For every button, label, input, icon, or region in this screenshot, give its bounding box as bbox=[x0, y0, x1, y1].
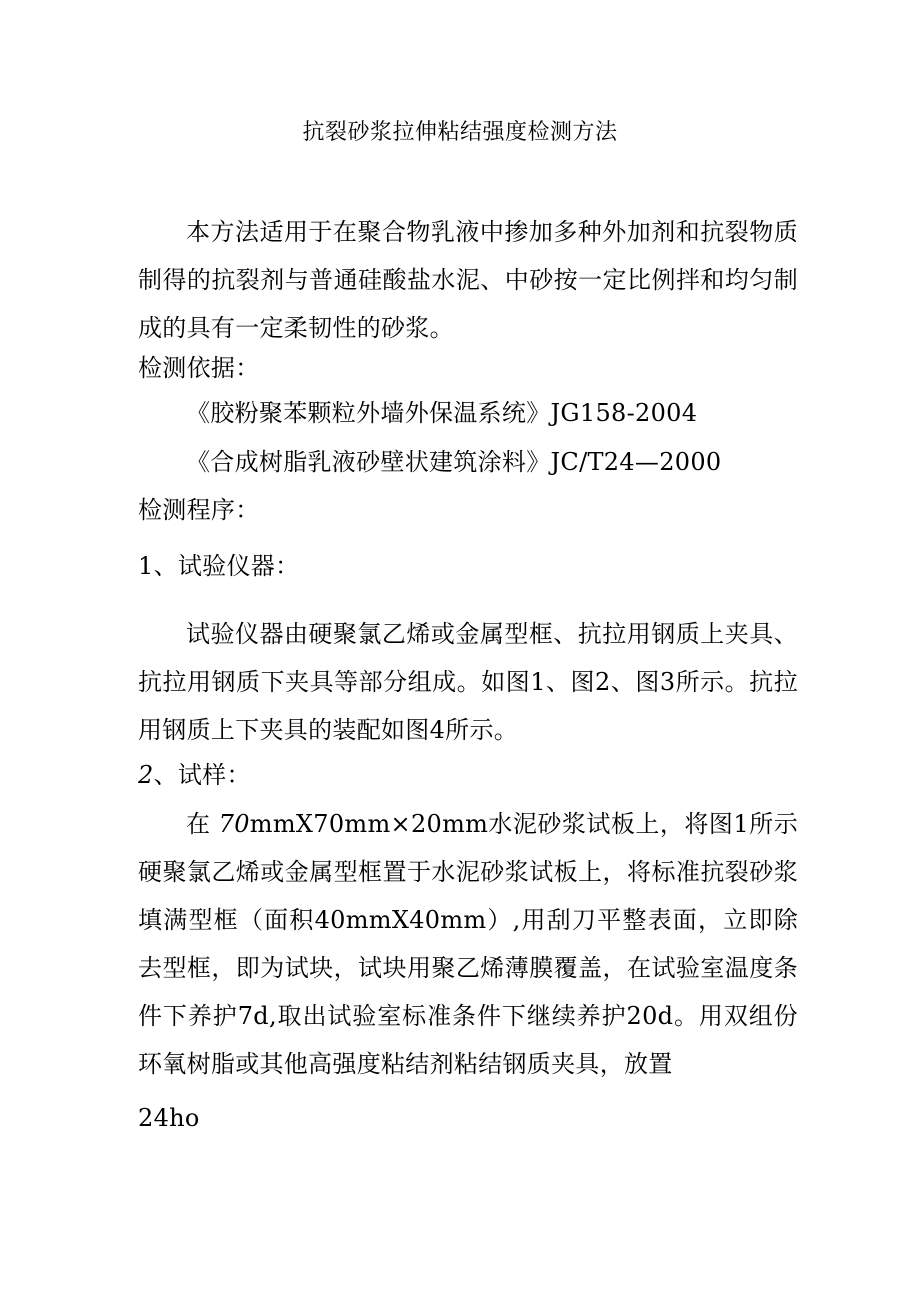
section2-heading-number: 2 bbox=[138, 761, 154, 789]
trailing-text: 24ho bbox=[138, 1104, 200, 1132]
section2-body-rest: mmX70mm×20mm水泥砂浆试板上，将图1所示硬聚氯乙烯或金属型框置于水泥砂浆试板上，将标准抗裂砂浆填满型框（面积40mmX40mm）,用刮刀平整表面，立即除去型框，即为试块，试块用聚乙烯薄膜覆盖，在试验室温度条件下养护7d,取出试验室标准条件下继续养护20d。用双组份环氧树脂或其他高强度粘结剂粘结钢质夹具，放置 bbox=[138, 810, 798, 1078]
section1-body: 试验仪器由硬聚氯乙烯或金属型框、抗拉用钢质上夹具、抗拉用钢质下夹具等部分组成。如图1、图2、图3所示。抗拉用钢质上下夹具的装配如图4所示。 bbox=[138, 620, 798, 744]
section2-body bbox=[138, 800, 798, 1088]
section1-heading: 1、试验仪器： bbox=[138, 552, 300, 580]
procedure-heading: 检测程序： bbox=[138, 496, 260, 524]
section2-heading bbox=[138, 757, 251, 793]
page-title: 抗裂砂浆拉伸粘结强度检测方法 bbox=[302, 120, 618, 145]
section2-heading-text: 、试样： bbox=[153, 761, 251, 789]
basis-heading: 检测依据： bbox=[138, 354, 260, 382]
standard-item-1: 《胶粉聚苯颗粒外墙外保温系统》JG158-2004 bbox=[186, 399, 698, 427]
standard-item-2: 《合成树脂乳液砂壁状建筑涂料》JC/T24—2000 bbox=[186, 448, 722, 476]
intro-paragraph: 本方法适用于在聚合物乳液中掺加多种外加剂和抗裂物质制得的抗裂剂与普通硅酸盐水泥、中砂按一定比例拌和均匀制成的具有一定柔韧性的砂浆。 bbox=[138, 218, 798, 342]
section2-body-prefix: 在 bbox=[186, 810, 219, 838]
section2-body-italic: 70 bbox=[218, 810, 250, 838]
